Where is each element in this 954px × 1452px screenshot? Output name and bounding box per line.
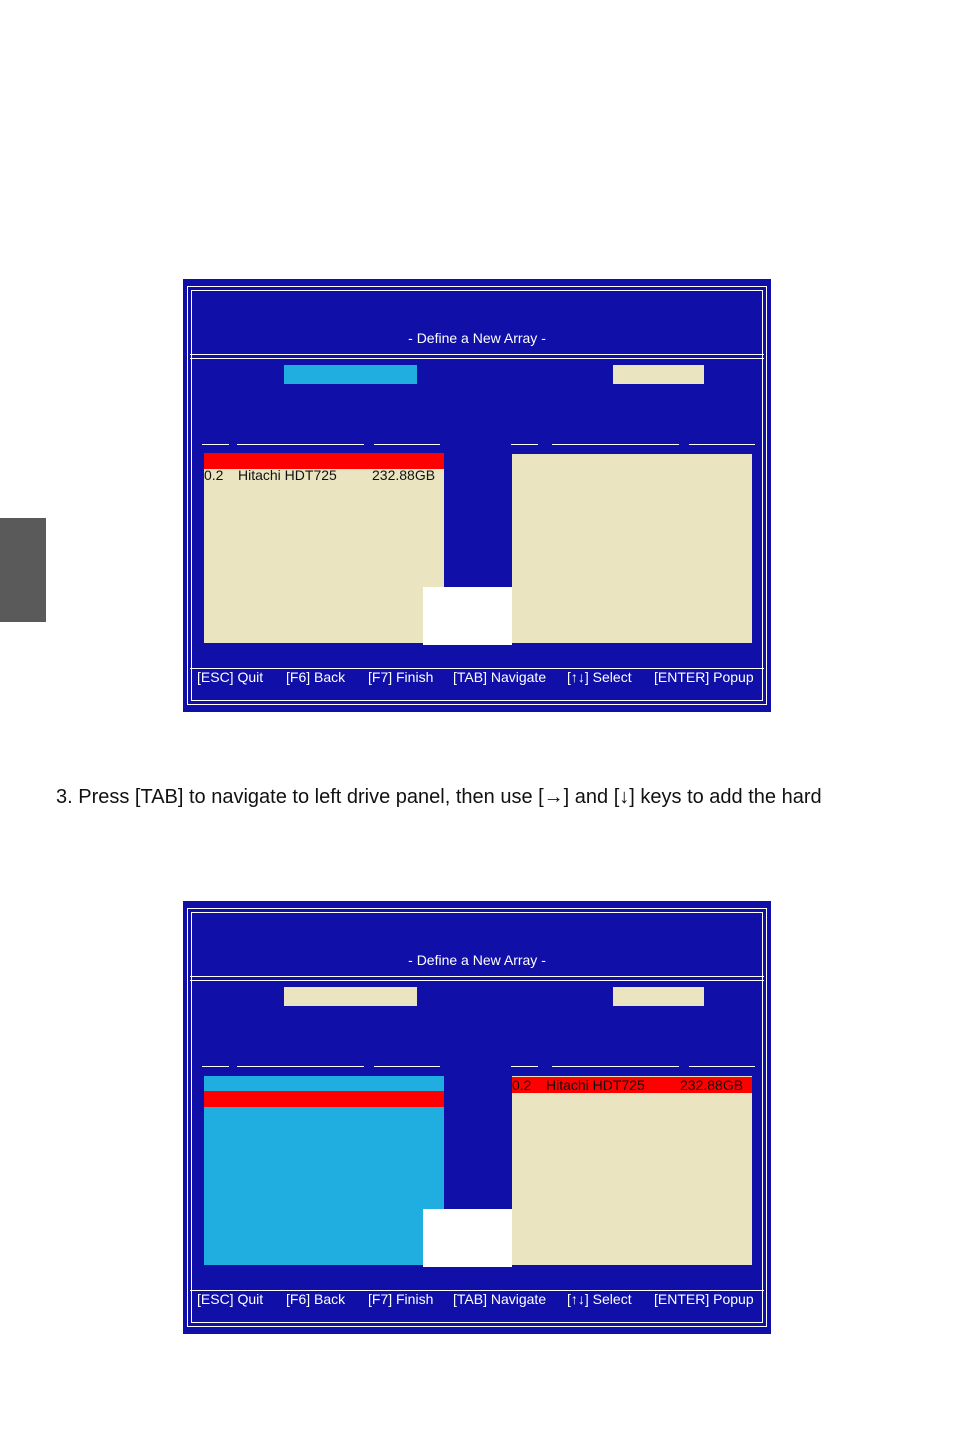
enter-popup-hint: [ENTER] Popup (654, 1291, 754, 1307)
left-panel-tab[interactable] (284, 987, 417, 1006)
column-header-port (511, 1066, 538, 1067)
tab-navigate-hint: [TAB] Navigate (453, 669, 547, 685)
key-help-bar (183, 1291, 771, 1311)
header-separator (190, 354, 764, 359)
drive-row[interactable] (204, 467, 444, 483)
f6-back-hint: [F6] Back (286, 1291, 346, 1307)
drive-model: Hitachi HDT725 (238, 467, 337, 483)
screen-title: - Define a New Array - (408, 952, 546, 968)
column-header-model (237, 1066, 364, 1067)
screen-title: - Define a New Array - (408, 330, 546, 346)
center-popup-box (423, 1209, 512, 1267)
column-header-port (202, 444, 229, 445)
array-drives-panel[interactable] (512, 454, 752, 643)
enter-popup-hint: [ENTER] Popup (654, 669, 754, 685)
drive-port: 0.2 (512, 1077, 532, 1093)
column-header-port (202, 1066, 229, 1067)
selection-highlight-bar (204, 1091, 444, 1107)
column-header-size (374, 444, 440, 445)
column-header-size (689, 444, 755, 445)
column-header-size (689, 1066, 755, 1067)
center-popup-box (423, 587, 512, 645)
drive-size: 232.88GB (372, 467, 436, 483)
left-panel-tab[interactable] (284, 365, 417, 384)
tab-navigate-hint: [TAB] Navigate (453, 1291, 547, 1307)
array-drives-panel[interactable] (512, 1076, 752, 1265)
instruction-step-3: 3. Press [TAB] to navigate to left drive panel, then use [→] and [↓] keys to add the hard (56, 786, 822, 808)
bios-raid-screen-define-array-step-right (183, 901, 771, 1334)
column-header-model (552, 1066, 679, 1067)
drive-size: 232.88GB (680, 1077, 744, 1093)
f6-back-hint: [F6] Back (286, 669, 346, 685)
column-header-model (237, 444, 364, 445)
esc-quit-hint: [ESC] Quit (197, 669, 264, 685)
available-drives-panel[interactable] (204, 1076, 444, 1265)
available-drives-panel[interactable] (204, 454, 444, 643)
right-panel-tab[interactable] (613, 365, 704, 384)
arrow-select-hint: [↑↓] Select (567, 1291, 632, 1307)
chapter-side-tab (0, 518, 46, 622)
drive-model: Hitachi HDT725 (546, 1077, 645, 1093)
column-header-port (511, 444, 538, 445)
drive-port: 0.2 (204, 467, 224, 483)
right-panel-tab[interactable] (613, 987, 704, 1006)
header-separator (190, 976, 764, 981)
bios-raid-screen-define-array-step-left (183, 279, 771, 712)
arrow-select-hint: [↑↓] Select (567, 669, 632, 685)
f7-finish-hint: [F7] Finish (368, 1291, 434, 1307)
drive-row[interactable] (512, 1077, 752, 1093)
f7-finish-hint: [F7] Finish (368, 669, 434, 685)
key-help-bar (183, 669, 771, 689)
esc-quit-hint: [ESC] Quit (197, 1291, 264, 1307)
column-header-size (374, 1066, 440, 1067)
column-header-model (552, 444, 679, 445)
